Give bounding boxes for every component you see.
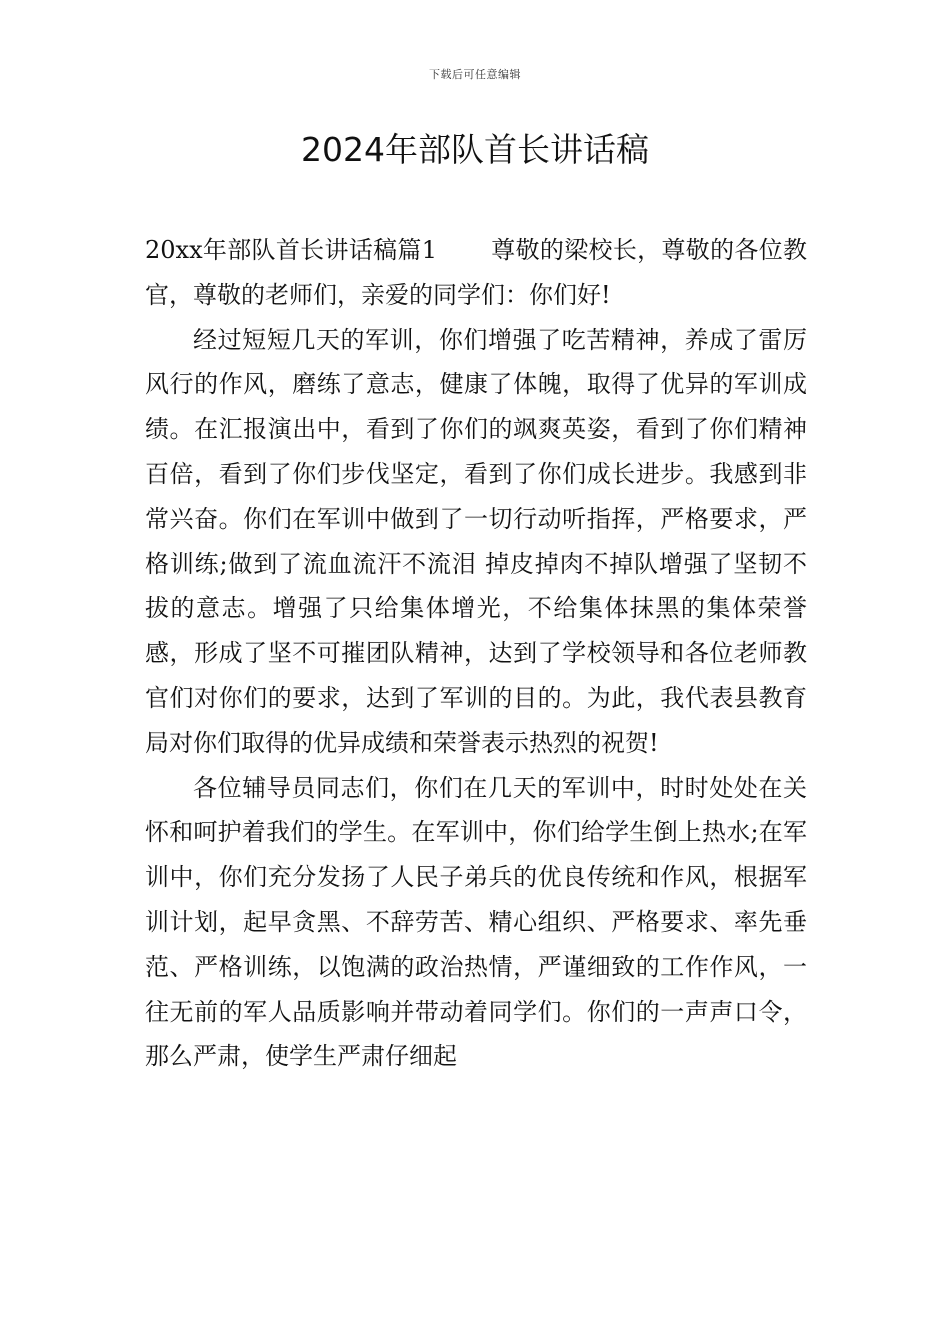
header-note: 下载后可任意编辑 bbox=[429, 68, 521, 81]
section-label: 20xx年部队首长讲话稿篇1 bbox=[145, 236, 437, 264]
paragraph-military-training: 经过短短几天的军训，你们增强了吃苦精神，养成了雷厉风行的作风，磨练了意志，健康了体魄，取得了优异的军训成绩。在汇报演出中，看到了你们的飒爽英姿，看到了你们精神百倍，看到了你们步伐坚定，看到了你们成长进步。我感到非常兴奋。你们在军训中做到了一切行动听指挥，严格要求，严格训练;做到了流血流汗不流泪 掉皮掉肉不掉队增强了坚韧不拔的意志。增强了只给集体增光，不给集体抹黑的集体荣誉感，形成了坚不可摧团队精神，达到了学校领导和各位老师教官们对你们的要求，达到了军训的目的。为此，我代表县教育局对你们取得的优异成绩和荣誉表示热烈的祝贺! bbox=[145, 325, 807, 757]
greeting-text: 尊敬的梁校长，尊敬的各位教官，尊敬的老师们，亲爱的同学们：你们好! bbox=[145, 236, 808, 309]
paragraph-greeting bbox=[145, 228, 807, 318]
paragraph-instructors: 各位辅导员同志们，你们在几天的军训中，时时处处在关怀和呵护着我们的学生。在军训中，你们给学生倒上热水;在军训中，你们充分发扬了人民子弟兵的优良传统和作风，根据军训计划，起早贪黑、不辞劳苦、精心组织、严格要求、率先垂范、严格训练，以饱满的政治热情，严谨细致的工作作风，一往无前的军人品质影响并带动着同学们。你们的一声声口令，那么严肃，使学生严肃仔细起 bbox=[145, 773, 807, 1071]
document-title: 2024年部队首长讲话稿 bbox=[301, 130, 649, 169]
document-body bbox=[145, 228, 807, 1079]
